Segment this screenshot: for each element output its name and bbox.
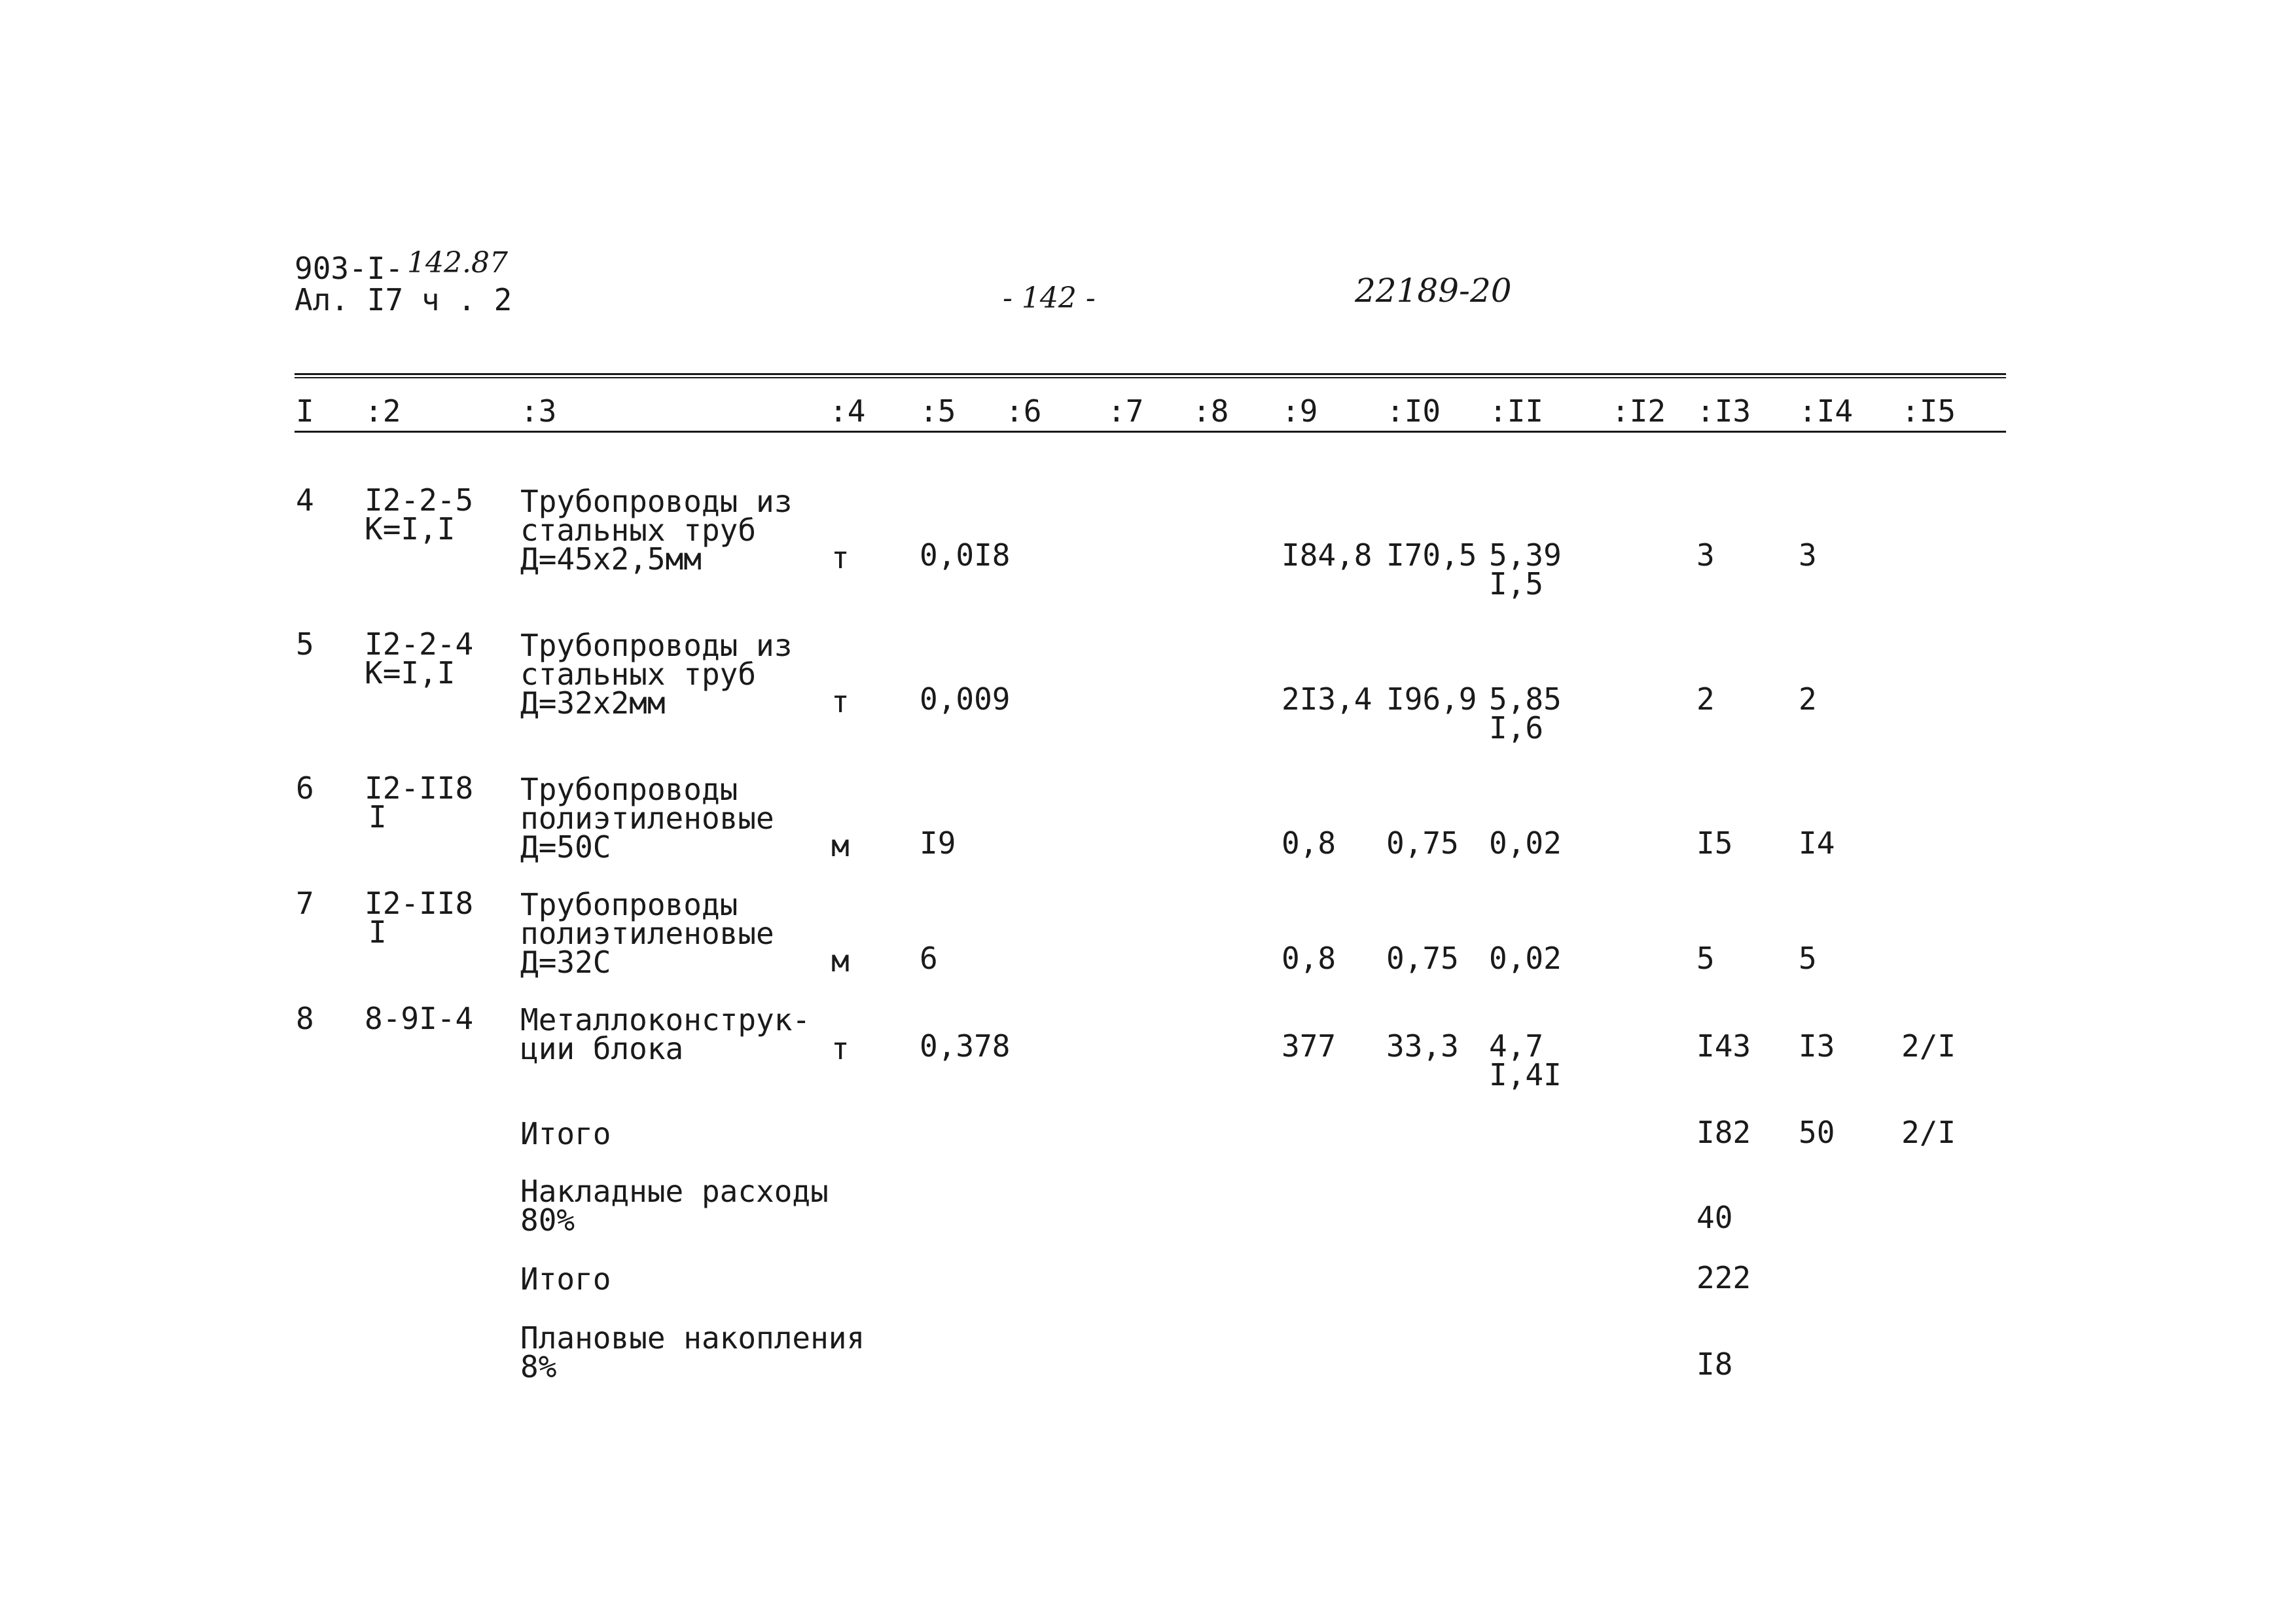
table-top-rule xyxy=(295,373,2006,375)
document-code-handwritten: 142.87 xyxy=(407,246,508,280)
quantity: 0,0I8 xyxy=(920,537,1011,573)
column-header-4: :4 xyxy=(829,393,866,429)
unit: т xyxy=(831,684,850,719)
work-name: Трубопроводы из стальных труб Д=45х2,5мм xyxy=(520,484,793,577)
col-13-value: 3 xyxy=(1696,537,1715,573)
column-header-14: :I4 xyxy=(1799,393,1854,429)
rate-code: I2-2-5 K=I,I xyxy=(365,482,474,547)
unit: т xyxy=(831,1031,850,1066)
page-number: - 142 - xyxy=(1003,281,1096,315)
column-header-15: :I5 xyxy=(1901,393,1956,429)
column-header-10: :I0 xyxy=(1386,393,1441,429)
work-name: Металлоконструк- ции блока xyxy=(520,1002,811,1066)
col-13-value: I43 xyxy=(1696,1028,1751,1064)
rate-code: I2-2-4 K=I,I xyxy=(365,626,474,691)
col-13-value: I8 xyxy=(1696,1346,1733,1382)
col-10-value: I70,5 xyxy=(1386,537,1477,573)
col-13-value: 5 xyxy=(1696,941,1715,976)
column-header-5: :5 xyxy=(920,393,956,429)
col-13-value: I82 xyxy=(1696,1115,1751,1150)
col-13-value: 40 xyxy=(1696,1200,1733,1235)
sheet-line: Ал. I7 ч . 2 xyxy=(295,282,512,317)
work-name: Трубопроводы полиэтиленовые Д=50С xyxy=(520,772,774,865)
work-name: Трубопроводы полиэтиленовые Д=32С xyxy=(520,887,774,980)
table-top-rule-2 xyxy=(295,377,2006,378)
row-number: 5 xyxy=(296,626,314,662)
stamp-number: 22189-20 xyxy=(1355,272,1512,310)
summary-label: Плановые накопления 8% xyxy=(520,1320,865,1384)
unit: м xyxy=(831,943,850,979)
quantity: 6 xyxy=(920,941,938,976)
summary-label: Итого xyxy=(520,1261,611,1297)
col-11-value: 0,02 xyxy=(1489,941,1562,976)
col-14-value: 5 xyxy=(1799,941,1817,976)
col-14-value: 2 xyxy=(1799,681,1817,717)
col-9-value: 377 xyxy=(1282,1028,1336,1064)
summary-label: Итого xyxy=(520,1116,611,1151)
quantity: I9 xyxy=(920,825,956,861)
col-11-value: 5,39 I,5 xyxy=(1489,537,1562,602)
col-13-value: 222 xyxy=(1696,1260,1751,1295)
unit: т xyxy=(831,540,850,575)
col-9-value: I84,8 xyxy=(1282,537,1372,573)
col-9-value: 2I3,4 xyxy=(1282,681,1372,717)
work-name: Трубопроводы из стальных труб Д=32х2мм xyxy=(520,628,793,721)
col-15-value: 2/I xyxy=(1901,1115,1956,1150)
row-number: 6 xyxy=(296,770,314,806)
rate-code: I2-II8 I xyxy=(365,770,474,835)
quantity: 0,009 xyxy=(920,681,1011,717)
column-header-6: :6 xyxy=(1005,393,1042,429)
col-11-value: 0,02 xyxy=(1489,825,1562,861)
col-9-value: 0,8 xyxy=(1282,941,1336,976)
rate-code: 8-9I-4 xyxy=(365,1001,474,1036)
column-header-9: :9 xyxy=(1282,393,1318,429)
column-header-1: I xyxy=(296,393,314,429)
col-15-value: 2/I xyxy=(1901,1028,1956,1064)
col-13-value: 2 xyxy=(1696,681,1715,717)
col-10-value: 0,75 xyxy=(1386,941,1459,976)
col-11-value: 4,7 I,4I xyxy=(1489,1028,1562,1092)
row-number: 4 xyxy=(296,482,314,518)
row-number: 7 xyxy=(296,886,314,921)
col-10-value: 33,3 xyxy=(1386,1028,1459,1064)
document-code-printed: 903-I- xyxy=(295,251,404,286)
col-10-value: 0,75 xyxy=(1386,825,1459,861)
document-code xyxy=(295,251,404,286)
col-10-value: I96,9 xyxy=(1386,681,1477,717)
col-14-value: 50 xyxy=(1799,1115,1835,1150)
header-bottom-rule xyxy=(295,431,2006,433)
column-header-11: :II xyxy=(1489,393,1544,429)
row-number: 8 xyxy=(296,1001,314,1036)
column-header-7: :7 xyxy=(1107,393,1144,429)
col-13-value: I5 xyxy=(1696,825,1733,861)
col-9-value: 0,8 xyxy=(1282,825,1336,861)
summary-label: Накладные расходы 80% xyxy=(520,1174,829,1238)
column-header-12: :I2 xyxy=(1611,393,1666,429)
quantity: 0,378 xyxy=(920,1028,1011,1064)
column-header-2: :2 xyxy=(365,393,401,429)
col-14-value: I3 xyxy=(1799,1028,1835,1064)
column-header-8: :8 xyxy=(1193,393,1229,429)
column-header-13: :I3 xyxy=(1696,393,1751,429)
column-header-3: :3 xyxy=(520,393,557,429)
col-14-value: 3 xyxy=(1799,537,1817,573)
col-11-value: 5,85 I,6 xyxy=(1489,681,1562,746)
rate-code: I2-II8 I xyxy=(365,886,474,950)
col-14-value: I4 xyxy=(1799,825,1835,861)
unit: м xyxy=(831,828,850,863)
